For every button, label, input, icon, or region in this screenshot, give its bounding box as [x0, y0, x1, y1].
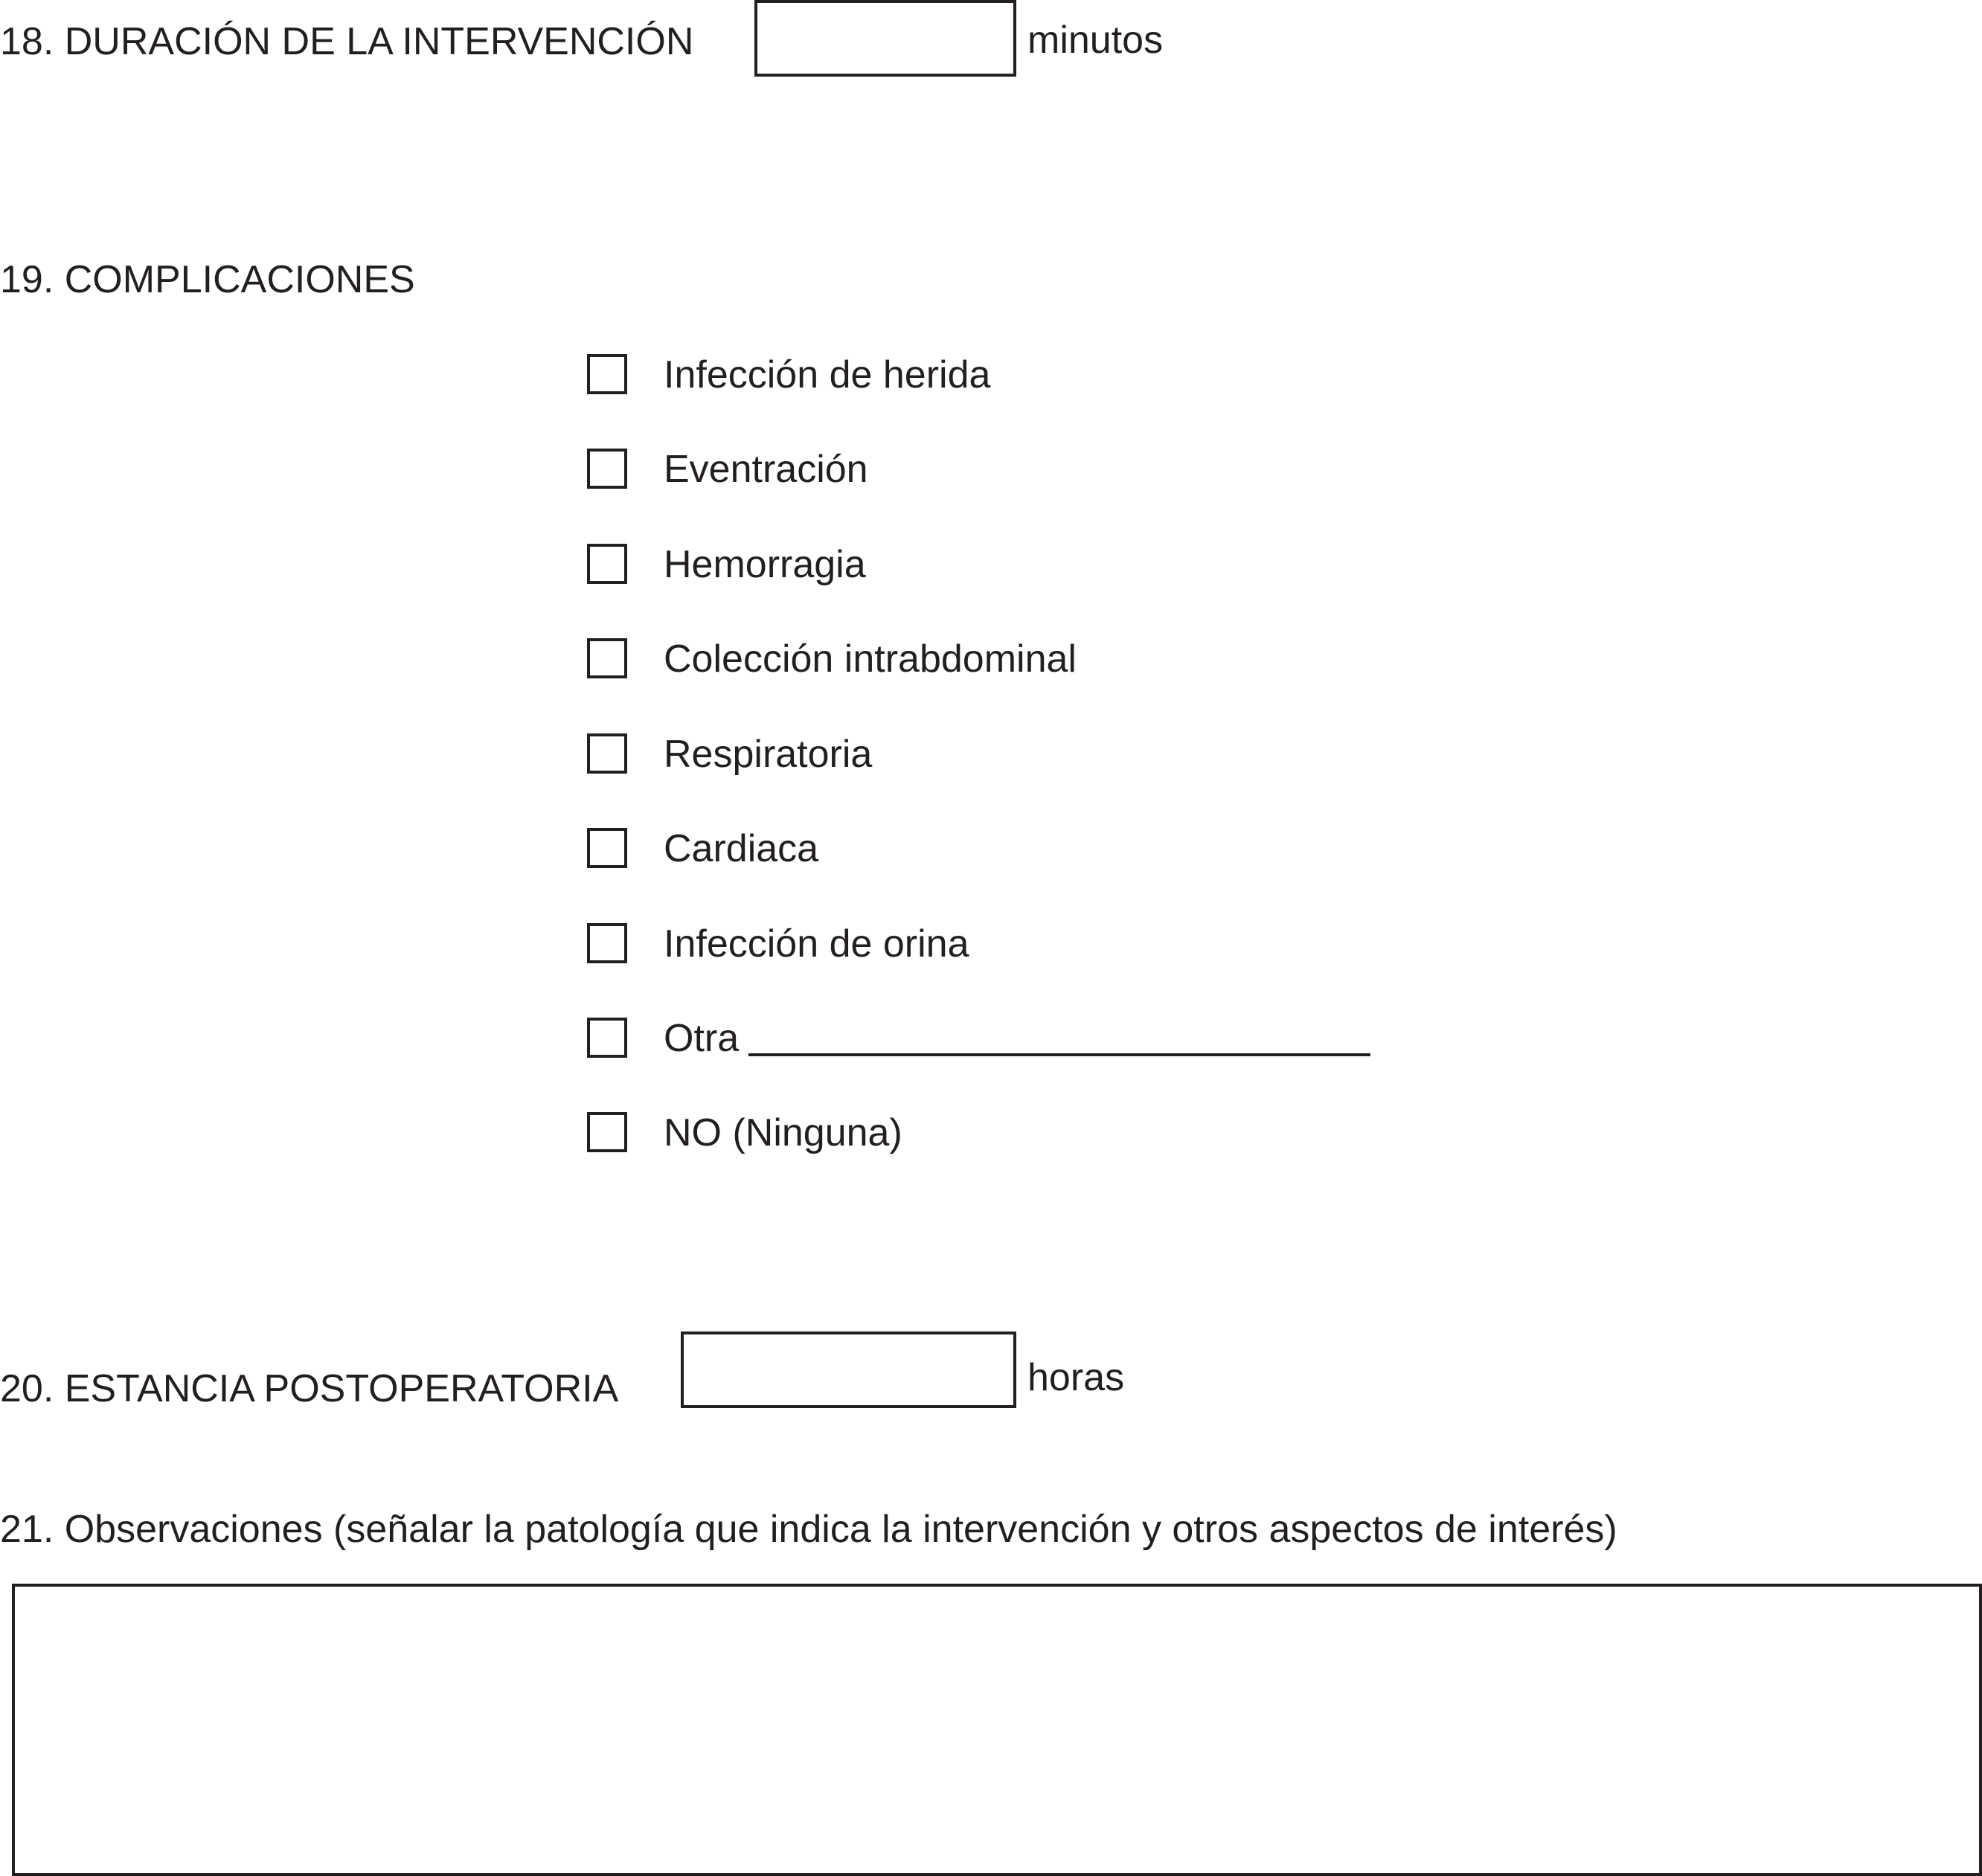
complication-checkbox-none[interactable] [587, 1112, 627, 1152]
postoperative-stay-unit: horas [1027, 1356, 1125, 1399]
complication-checkbox-wound-infection[interactable] [587, 354, 627, 394]
complication-label-intra-abdominal-collection: Colección intrabdominal [664, 637, 1077, 681]
postoperative-stay-label: 20. ESTANCIA POSTOPERATORIA [0, 1367, 619, 1410]
duration-input[interactable] [754, 0, 1016, 77]
complication-checkbox-cardiac[interactable] [587, 828, 627, 868]
observations-label: 21. Observaciones (señalar la patología que indica la intervención y otros aspectos de interés) [0, 1508, 1617, 1551]
complication-label-cardiac: Cardiaca [664, 827, 819, 870]
complication-label-hemorrhage: Hemorragia [664, 543, 866, 586]
duration-unit: minutos [1027, 19, 1164, 62]
postoperative-stay-input[interactable] [681, 1331, 1016, 1408]
complication-checkbox-hemorrhage[interactable] [587, 544, 627, 584]
complication-label-none: NO (Ninguna) [664, 1111, 902, 1154]
complication-checkbox-respiratory[interactable] [587, 733, 627, 774]
complication-label-eventration: Eventración [664, 448, 868, 491]
complication-label-urinary-infection: Infección de orina [664, 922, 969, 966]
duration-label: 18. DURACIÓN DE LA INTERVENCIÓN [0, 20, 694, 63]
observations-textarea[interactable] [12, 1584, 1982, 1876]
complication-checkbox-urinary-infection[interactable] [587, 923, 627, 963]
complication-other-line[interactable] [748, 1053, 1370, 1056]
complication-checkbox-eventration[interactable] [587, 449, 627, 489]
complication-label-wound-infection: Infección de herida [664, 353, 991, 396]
complications-label: 19. COMPLICACIONES [0, 258, 415, 301]
complication-checkbox-other[interactable] [587, 1018, 627, 1058]
complication-checkbox-intra-abdominal-collection[interactable] [587, 638, 627, 678]
complication-label-respiratory: Respiratoria [664, 733, 873, 776]
complication-label-other: Otra [664, 1017, 740, 1060]
